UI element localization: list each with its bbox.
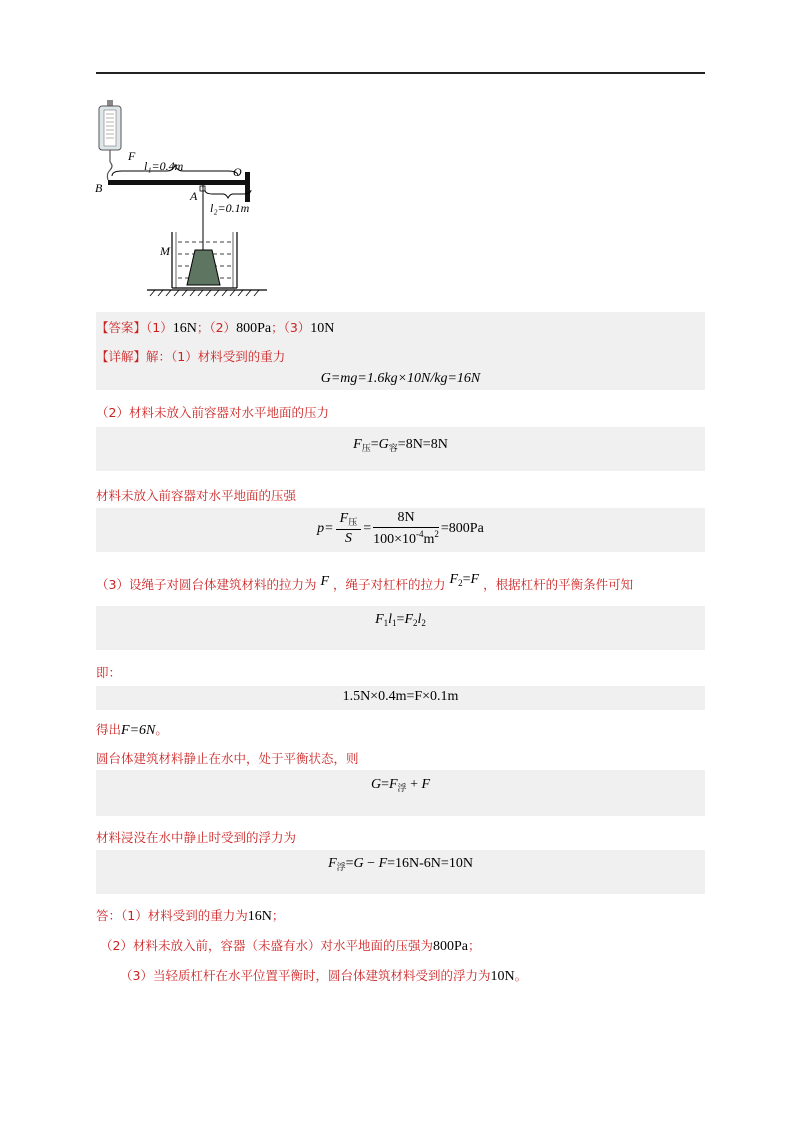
label-l1: l₁=0.4m: [144, 159, 184, 173]
lever-figure: [92, 100, 282, 300]
answer-value-1: 16N: [172, 321, 197, 336]
lever-bar: [108, 180, 246, 185]
equation-lever-balance: $F_1l_1=F_2l_2$: [375, 612, 426, 628]
answer-line: 【答案】（1）16N；（2）800Pa；（3）10N: [96, 320, 335, 336]
equation-lever-values: 1.5N×0.4m=F×0.1m: [342, 689, 459, 704]
header-rule: [96, 72, 705, 74]
answer-tag: 【答案】: [96, 320, 147, 335]
equation-pressure: p= $\frac{F_压}{S}$ = $\frac{8N}{100\times 10^{-4}m^2}$ =800Pa: [317, 510, 484, 547]
conclusion-1: 答：（1）材料受到的重力为16N；: [96, 908, 285, 924]
step-buoyancy: 材料浸没在水中静止时受到的浮力为: [96, 830, 297, 845]
answer-value-3: 10N: [310, 321, 335, 336]
label-l2: l₂=0.1m: [210, 201, 250, 215]
equation-pressure-force: $F_压=G_容=8N=8N$: [353, 437, 448, 453]
label-B: B: [95, 181, 103, 195]
step2b-text: 材料未放入前容器对水平地面的压强: [96, 488, 297, 503]
wall-support: [245, 172, 250, 202]
equation-gravity: G=mg=1.6kg×10N/kg=16N: [320, 371, 481, 386]
step-result: 得出F=6N。: [96, 722, 168, 738]
step2-text: （2）材料未放入前容器对水平地面的压力: [96, 405, 329, 420]
spring-scale-icon: [99, 100, 121, 180]
label-A: A: [190, 189, 198, 203]
step3-text: （3）设绳子对圆台体建筑材料的拉力为 F ，绳子对杠杆的拉力 $F_2=F$ ，根据杠杆的平衡条件可知: [96, 572, 634, 592]
label-F: F: [128, 149, 136, 163]
label-M: M: [160, 244, 170, 258]
conclusion-2: （2）材料未放入前，容器（未盛有水）对水平地面的压强为800Pa；: [100, 938, 481, 954]
equation-buoyancy: $F_浮=G - F=16N-6N=10N$: [328, 856, 473, 872]
result-value: F=6N: [121, 723, 156, 738]
answer-value-2: 800Pa: [236, 321, 272, 336]
step-balance: 圆台体建筑材料静止在水中，处于平衡状态，则: [96, 751, 359, 766]
equation-balance: $G=F_浮 + F$: [370, 777, 431, 793]
conclusion-3: （3）当轻质杠杆在水平位置平衡时，圆台体建筑材料受到的浮力为10N。: [120, 968, 528, 984]
label-O: O: [233, 165, 242, 179]
detail-intro: 【详解】解：（1）材料受到的重力: [96, 349, 286, 364]
detail-tag: 【详解】: [96, 349, 147, 364]
step-ji: 即：: [96, 665, 122, 680]
frustum-material: [187, 250, 220, 285]
